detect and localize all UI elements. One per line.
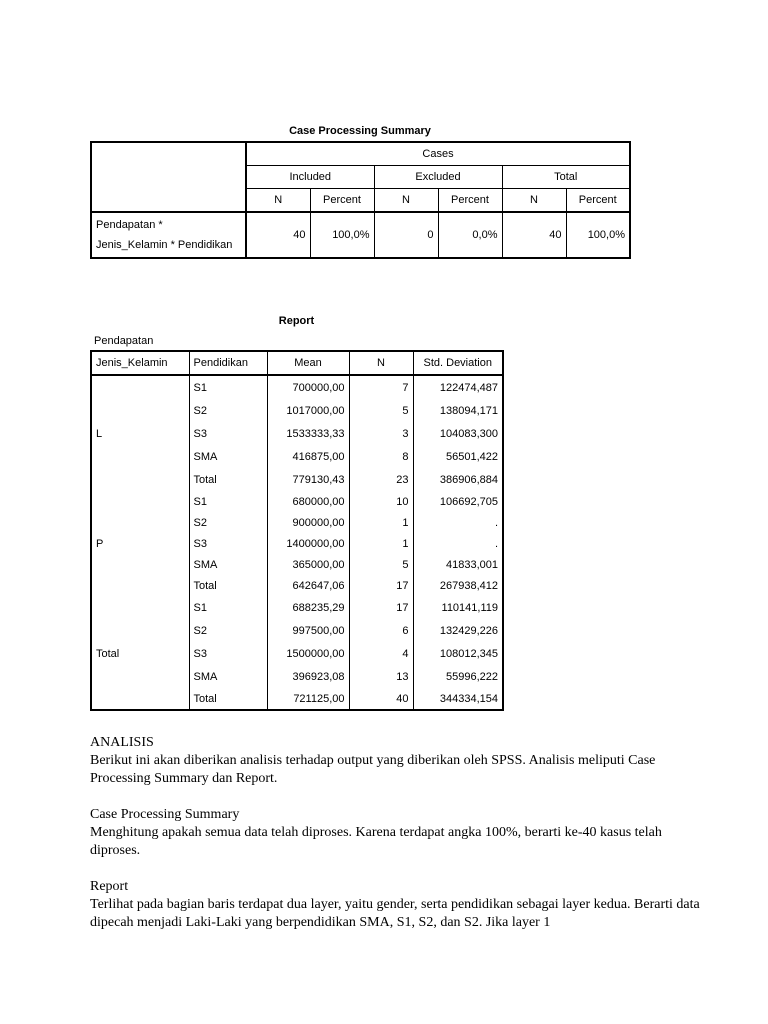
report-cell-gender: Total [91, 642, 189, 665]
analysis-cps-text: Menghitung apakah semua data telah diproses. Karena terdapat angka 100%, berarti ke-40 kasus telah diproses. [90, 825, 662, 858]
report-table [90, 350, 504, 711]
report-cell-mean: 1017000,00 [267, 399, 349, 422]
report-cell-gender [91, 554, 189, 575]
report-cell-gender [91, 512, 189, 533]
report-cell-gender [91, 596, 189, 619]
report-cell-mean: 1400000,00 [267, 533, 349, 554]
table-row [91, 445, 503, 468]
report-cell-mean: 688235,29 [267, 596, 349, 619]
report-cell-mean: 642647,06 [267, 575, 349, 596]
report-cell-mean: 396923,08 [267, 665, 349, 688]
report-cell-gender [91, 665, 189, 688]
report-cell-n: 10 [349, 491, 413, 512]
report-cell-sd: 104083,300 [413, 422, 503, 445]
table-row [91, 533, 503, 554]
cps-header-blank [91, 142, 246, 212]
table-row [91, 688, 503, 710]
report-cell-n: 5 [349, 554, 413, 575]
cps-n-header: N [374, 189, 438, 213]
report-cell-mean: 721125,00 [267, 688, 349, 710]
report-header-education: Pendidikan [189, 351, 267, 375]
table-row [91, 375, 503, 399]
report-cell-sd: . [413, 512, 503, 533]
report-cell-mean: 1500000,00 [267, 642, 349, 665]
cps-included-header: Included [246, 166, 374, 189]
report-cell-n: 1 [349, 512, 413, 533]
report-header-n: N [349, 351, 413, 375]
report-cell-sd: 41833,001 [413, 554, 503, 575]
table-row [91, 619, 503, 642]
report-cell-gender [91, 575, 189, 596]
report-cell-sd: 108012,345 [413, 642, 503, 665]
report-cell-sd: 267938,412 [413, 575, 503, 596]
cps-excluded-header: Excluded [374, 166, 502, 189]
table-row [91, 512, 503, 533]
report-cell-n: 7 [349, 375, 413, 399]
report-cell-sd: 55996,222 [413, 665, 503, 688]
cps-total-n: 40 [502, 212, 566, 258]
report-cell-n: 3 [349, 422, 413, 445]
report-cell-n: 23 [349, 468, 413, 491]
table-row [91, 665, 503, 688]
cps-percent-header: Percent [438, 189, 502, 213]
report-cell-education: S3 [189, 533, 267, 554]
cps-row-label-line2: Jenis_Kelamin * Pendidikan [96, 239, 233, 251]
report-title: Report [278, 315, 315, 327]
cps-included-n: 40 [246, 212, 310, 258]
analysis-heading: ANALISIS [90, 735, 154, 750]
report-cell-gender [91, 619, 189, 642]
report-cell-mean: 416875,00 [267, 445, 349, 468]
report-cell-education: S1 [189, 491, 267, 512]
report-cell-education: Total [189, 468, 267, 491]
report-cell-sd: 344334,154 [413, 688, 503, 710]
report-cell-gender [91, 468, 189, 491]
report-cell-education: SMA [189, 665, 267, 688]
cps-n-header: N [502, 189, 566, 213]
analysis-cps-heading: Case Processing Summary [90, 807, 240, 822]
report-cell-n: 8 [349, 445, 413, 468]
cps-percent-header: Percent [566, 189, 630, 213]
report-cell-sd: 132429,226 [413, 619, 503, 642]
report-cell-education: S2 [189, 512, 267, 533]
cps-excluded-n: 0 [374, 212, 438, 258]
report-cell-education: S1 [189, 596, 267, 619]
report-cell-sd: 110141,119 [413, 596, 503, 619]
report-cell-sd: 122474,487 [413, 375, 503, 399]
report-cell-education: S1 [189, 375, 267, 399]
cps-n-header: N [246, 189, 310, 213]
report-cell-education: Total [189, 688, 267, 710]
report-cell-n: 1 [349, 533, 413, 554]
report-cell-gender [91, 491, 189, 512]
report-cell-mean: 365000,00 [267, 554, 349, 575]
analysis-section [90, 734, 710, 932]
report-cell-n: 6 [349, 619, 413, 642]
report-cell-mean: 900000,00 [267, 512, 349, 533]
report-cell-education: S2 [189, 399, 267, 422]
cps-percent-header: Percent [310, 189, 374, 213]
report-cell-education: S3 [189, 422, 267, 445]
table-row [91, 554, 503, 575]
analysis-intro: Berikut ini akan diberikan analisis terhadap output yang diberikan oleh SPSS. Analisis meliputi Case Processing Summary dan Report. [90, 753, 656, 786]
cps-included-percent: 100,0% [310, 212, 374, 258]
table-row [91, 491, 503, 512]
report-cell-education: S2 [189, 619, 267, 642]
report-cell-mean: 997500,00 [267, 619, 349, 642]
cps-excluded-percent: 0,0% [438, 212, 502, 258]
report-cell-gender [91, 688, 189, 710]
report-cell-gender [91, 375, 189, 399]
table-row [91, 468, 503, 491]
report-cell-mean: 680000,00 [267, 491, 349, 512]
analysis-report-text: Terlihat pada bagian baris terdapat dua layer, yaitu gender, serta pendidikan sebagai layer kedua. Berarti data dipecah menjadi Laki-Laki yang berpendidikan SMA, S1, S2, dan S2. Jika layer 1 [90, 897, 700, 930]
report-cell-mean: 779130,43 [267, 468, 349, 491]
cps-row-label [91, 212, 246, 258]
report-header-gender: Jenis_Kelamin [91, 351, 189, 375]
report-cell-n: 4 [349, 642, 413, 665]
table-row [91, 399, 503, 422]
report-cell-n: 17 [349, 575, 413, 596]
case-processing-summary-title: Case Processing Summary [289, 125, 431, 137]
report-cell-gender: P [91, 533, 189, 554]
report-variable-label: Pendapatan [94, 335, 154, 347]
cps-total-header: Total [502, 166, 630, 189]
report-cell-sd: 56501,422 [413, 445, 503, 468]
report-header-sd: Std. Deviation [413, 351, 503, 375]
table-row [91, 422, 503, 445]
cps-row-label-line1: Pendapatan * [96, 219, 163, 231]
table-row [91, 596, 503, 619]
analysis-report-heading: Report [90, 879, 129, 894]
case-processing-summary-table [90, 141, 631, 259]
report-cell-education: SMA [189, 554, 267, 575]
report-cell-education: Total [189, 575, 267, 596]
report-cell-education: S3 [189, 642, 267, 665]
report-cell-n: 17 [349, 596, 413, 619]
report-cell-sd: 106692,705 [413, 491, 503, 512]
report-cell-gender [91, 445, 189, 468]
report-cell-n: 5 [349, 399, 413, 422]
report-cell-sd: 138094,171 [413, 399, 503, 422]
report-cell-mean: 700000,00 [267, 375, 349, 399]
report-cell-n: 40 [349, 688, 413, 710]
table-row [91, 642, 503, 665]
report-cell-sd: 386906,884 [413, 468, 503, 491]
cps-cases-header: Cases [246, 142, 630, 166]
report-cell-n: 13 [349, 665, 413, 688]
report-cell-sd: . [413, 533, 503, 554]
table-row [91, 575, 503, 596]
report-header-mean: Mean [267, 351, 349, 375]
report-cell-gender: L [91, 422, 189, 445]
report-cell-education: SMA [189, 445, 267, 468]
report-cell-mean: 1533333,33 [267, 422, 349, 445]
report-cell-gender [91, 399, 189, 422]
cps-total-percent: 100,0% [566, 212, 630, 258]
